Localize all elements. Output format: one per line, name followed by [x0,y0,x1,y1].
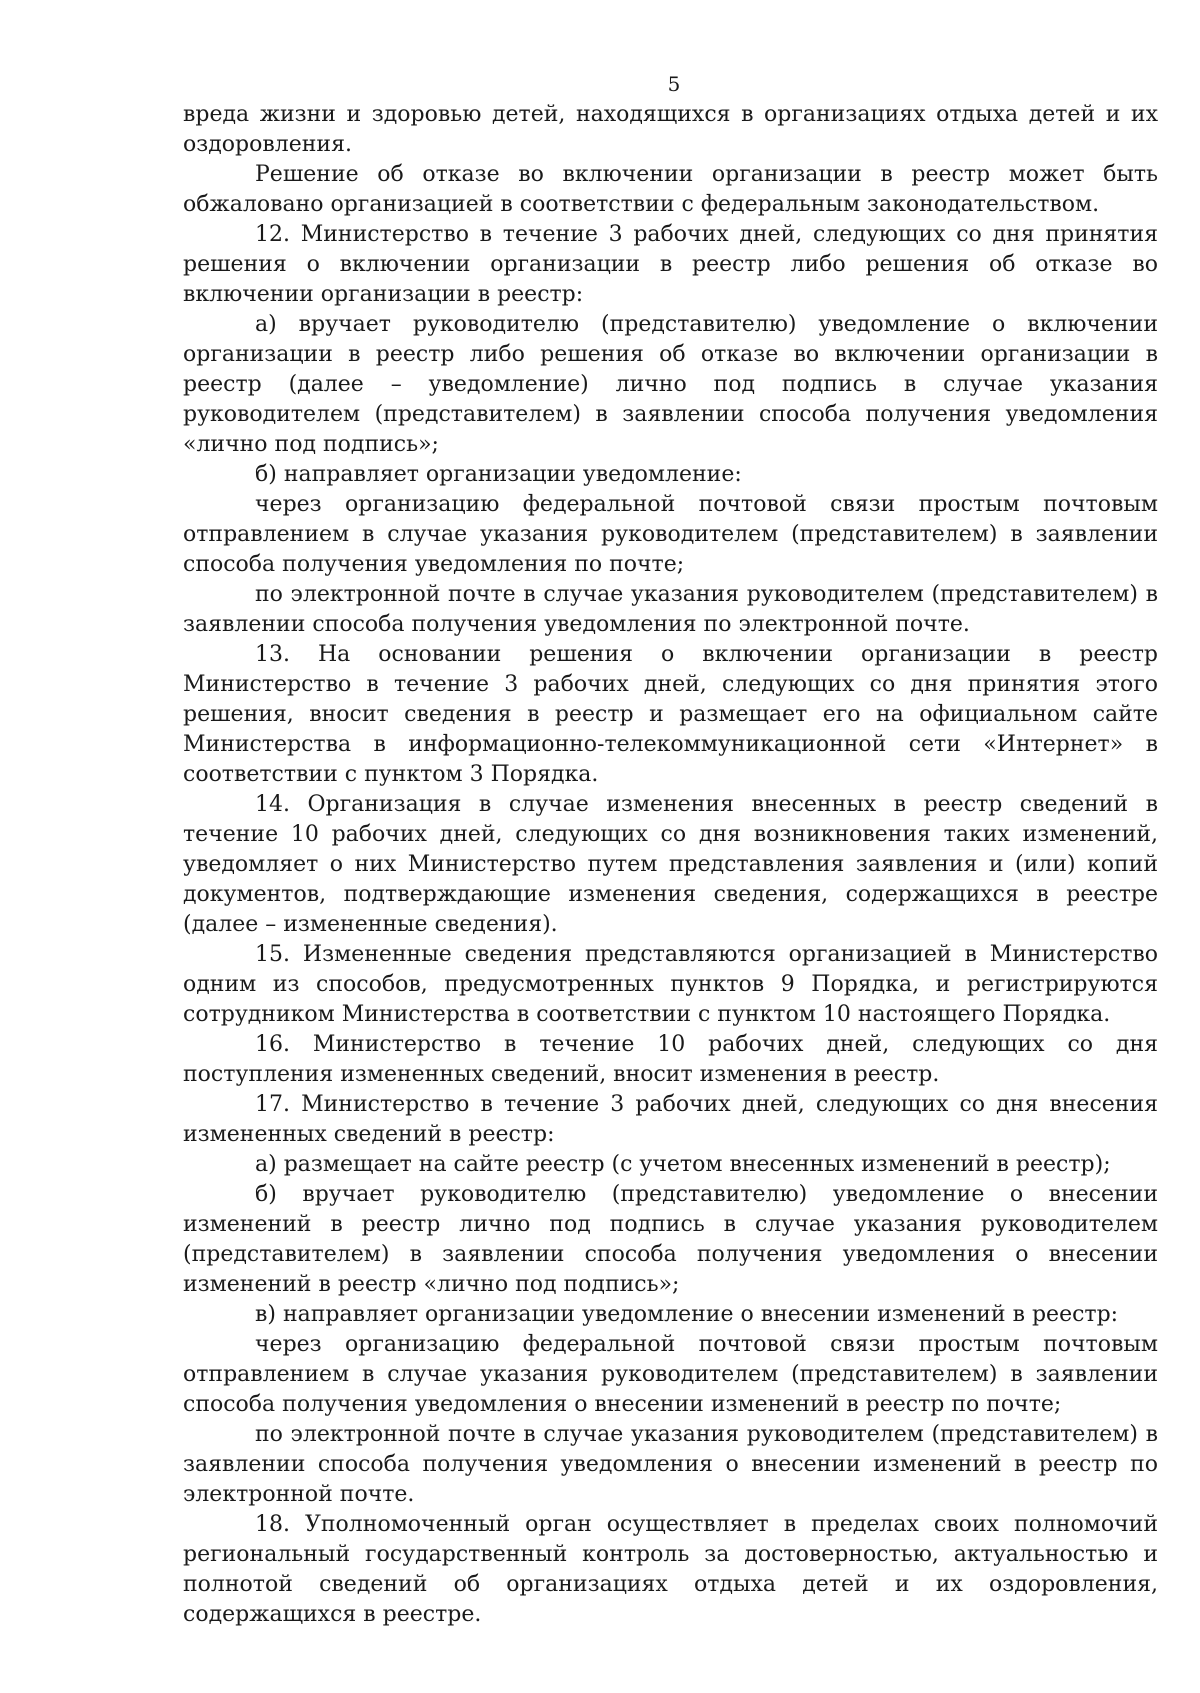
paragraph: 17. Министерство в течение 3 рабочих дней, следующих со дня внесения измененных сведений в реестр: [183,1092,1158,1147]
paragraph: через организацию федеральной почтовой связи простым почтовым отправлением в случае указания руководителем (представителем) в заявлении способа получения уведомления о внесении изменений в реестр по почте; [183,1332,1158,1417]
paragraph: 15. Измененные сведения представляются организацией в Министерство одним из способов, предусмотренных пунктов 9 Порядка, и регистрируются сотрудником Министерства в соответствии с пунктом 10 настоящего Порядка. [183,942,1158,1027]
paragraph: Решение об отказе во включении организации в реестр может быть обжаловано организацией в соответствии с федеральным законодательством. [183,162,1158,217]
page-number: 5 [667,72,681,96]
paragraph: по электронной почте в случае указания руководителем (представителем) в заявлении способа получения уведомления о внесении изменений в реестр по электронной почте. [183,1422,1158,1507]
paragraph: 13. На основании решения о включении организации в реестр Министерство в течение 3 рабочих дней, следующих со дня принятия этого решения, вносит сведения в реестр и размещает его на официальном сайте Министерства в информационно-телекоммуникационной сети «Интернет» в соответствии с пунктом 3 Порядка. [183,642,1158,787]
paragraph: б) вручает руководителю (представителю) уведомление о внесении изменений в реестр лично под подпись в случае указания руководителем (представителем) в заявлении способа получения уведомления о внесении изменений в реестр «лично под подпись»; [183,1182,1158,1297]
paragraph: 12. Министерство в течение 3 рабочих дней, следующих со дня принятия решения о включении организации в реестр либо решения об отказе во включении организации в реестр: [183,222,1158,307]
paragraph: через организацию федеральной почтовой связи простым почтовым отправлением в случае указания руководителем (представителем) в заявлении способа получения уведомления по почте; [183,492,1158,577]
document-body [183,100,1158,1630]
paragraph: 18. Уполномоченный орган осуществляет в пределах своих полномочий региональный государственный контроль за достоверностью, актуальностью и полнотой сведений об организациях отдыха детей и их оздоровления, содержащихся в реестре. [183,1512,1158,1627]
paragraph: а) вручает руководителю (представителю) уведомление о включении организации в реестр либо решения об отказе во включении организации в реестр (далее – уведомление) лично под подпись в случае указания руководителем (представителем) в заявлении способа получения уведомления «лично под подпись»; [183,312,1158,457]
paragraph: 14. Организация в случае изменения внесенных в реестр сведений в течение 10 рабочих дней, следующих со дня возникновения таких изменений, уведомляет о них Министерство путем представления заявления и (или) копий документов, подтверждающие изменения сведения, содержащихся в реестре (далее – измененные сведения). [183,792,1158,937]
paragraph: а) размещает на сайте реестр (с учетом внесенных изменений в реестр); [255,1152,1111,1177]
paragraph: вреда жизни и здоровью детей, находящихся в организациях отдыха детей и их оздоровления. [183,102,1158,157]
paragraph: по электронной почте в случае указания руководителем (представителем) в заявлении способа получения уведомления по электронной почте. [183,582,1158,637]
paragraph: б) направляет организации уведомление: [255,462,742,487]
paragraph: в) направляет организации уведомление о внесении изменений в реестр: [255,1302,1119,1327]
paragraph: 16. Министерство в течение 10 рабочих дней, следующих со дня поступления измененных сведений, вносит изменения в реестр. [183,1032,1158,1087]
